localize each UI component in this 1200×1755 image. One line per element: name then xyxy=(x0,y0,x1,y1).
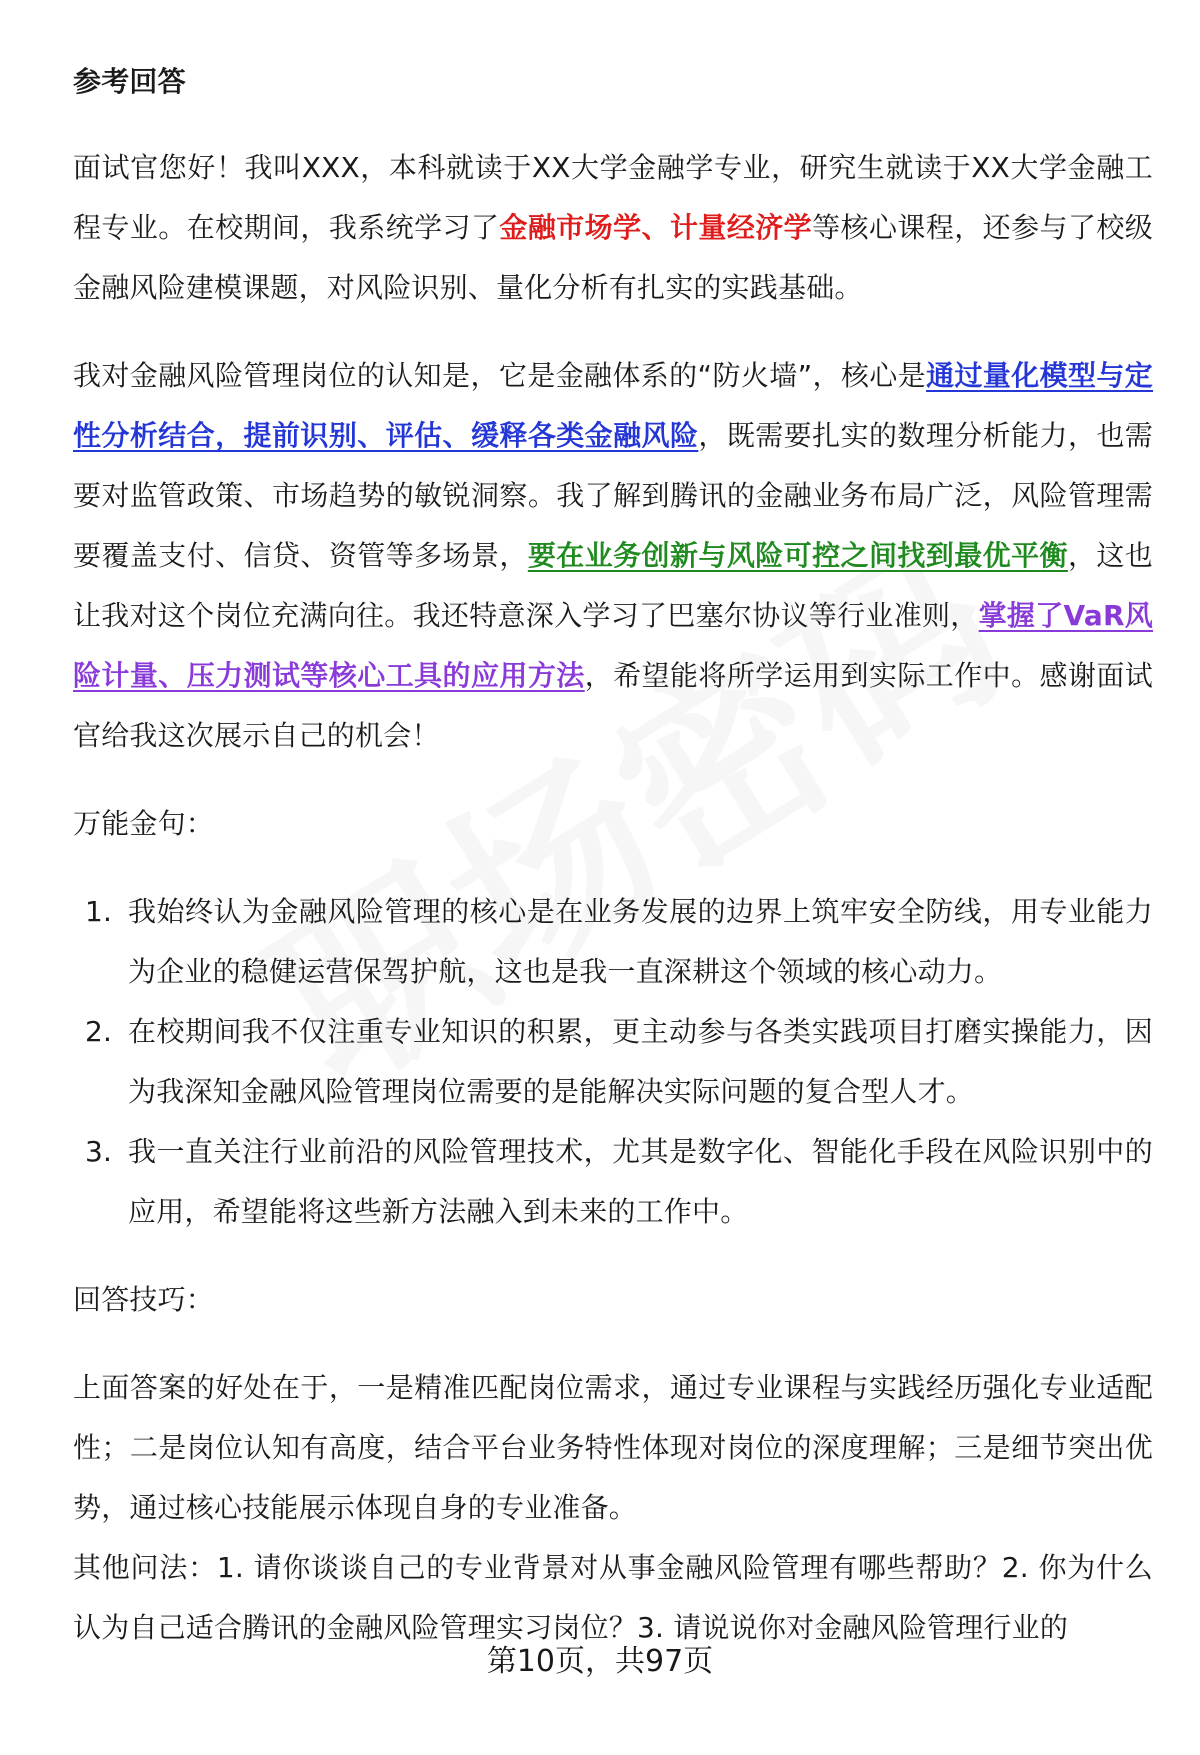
list-item-number: 3. xyxy=(85,1135,113,1168)
list-item-number: 1. xyxy=(85,895,113,928)
highlight-core: 通过量化模型与定性分析结合，提前识别、评估、缓释各类金融风险 xyxy=(73,359,1154,452)
tips-label: 回答技巧： xyxy=(73,1283,215,1316)
list-item-text: 在校期间我不仅注重专业知识的积累，更主动参与各类实践项目打磨实操能力，因为我深知金融风险管理岗位需要的是能解决实际问题的复合型人才。 xyxy=(128,1015,1153,1108)
golden-sentences-list xyxy=(73,882,1153,1242)
cognition-text-2: ，既需要扎实的数理分析能力，也需要对监管政策、市场趋势的敏锐洞察。我了解到腾讯的金融业务布局广泛，风险管理需要覆盖支付、信贷、资管等多场景， xyxy=(73,419,1154,572)
list-item-text: 我一直关注行业前沿的风险管理技术，尤其是数字化、智能化手段在风险识别中的应用，希望能将这些新方法融入到未来的工作中。 xyxy=(128,1135,1153,1228)
section-heading: 参考回答 xyxy=(73,65,186,98)
intro-paragraph xyxy=(73,138,1153,318)
list-item xyxy=(73,882,1153,1002)
document-content xyxy=(73,52,1153,1658)
list-item-number: 2. xyxy=(85,1015,113,1048)
intro-text-1: 面试官您好！我叫XXX，本科就读于XX大学金融学专业，研究生就读于XX大学金融工程专业。在校期间，我系统学习了 xyxy=(73,151,1153,244)
cognition-text-3: ，这也让我对这个岗位充满向往。我还特意深入学习了巴塞尔协议等行业准则， xyxy=(73,539,1153,632)
cognition-text-1: 我对金融风险管理岗位的认知是，它是金融体系的“防火墙”，核心是 xyxy=(73,359,927,392)
cognition-paragraph xyxy=(73,346,1153,766)
list-item xyxy=(73,1002,1153,1122)
tips-paragraph: 上面答案的好处在于，一是精准匹配岗位需求，通过专业课程与实践经历强化专业适配性；二是岗位认知有高度，结合平台业务特性体现对岗位的深度理解；三是细节突出优势，通过核心技能展示体现自身的专业准备。 xyxy=(73,1371,1153,1524)
cognition-text-4: ，希望能将所学运用到实际工作中。感谢面试官给我这次展示自己的机会！ xyxy=(73,659,1153,752)
highlight-tools: 掌握了VaR风险计量、压力测试等核心工具的应用方法 xyxy=(73,599,1154,692)
highlight-balance: 要在业务创新与风险可控之间找到最优平衡 xyxy=(527,539,1068,572)
list-item xyxy=(73,1122,1153,1242)
other-questions-paragraph: 其他问法：1. 请你谈谈自己的专业背景对从事金融风险管理有哪些帮助？2. 你为什么认为自己适合腾讯的金融风险管理实习岗位？3. 请说说你对金融风险管理行业的 xyxy=(73,1551,1153,1644)
list-item-text: 我始终认为金融风险管理的核心是在业务发展的边界上筑牢安全防线，用专业能力为企业的稳健运营保驾护航，这也是我一直深耕这个领域的核心动力。 xyxy=(128,895,1153,988)
highlight-courses: 金融市场学、计量经济学 xyxy=(499,211,813,244)
page-number-footer: 第10页，共97页 xyxy=(486,1644,714,1679)
golden-sentences-label: 万能金句： xyxy=(73,807,215,840)
intro-text-2: 等核心课程，还参与了校级金融风险建模课题，对风险识别、量化分析有扎实的实践基础。 xyxy=(73,211,1154,304)
